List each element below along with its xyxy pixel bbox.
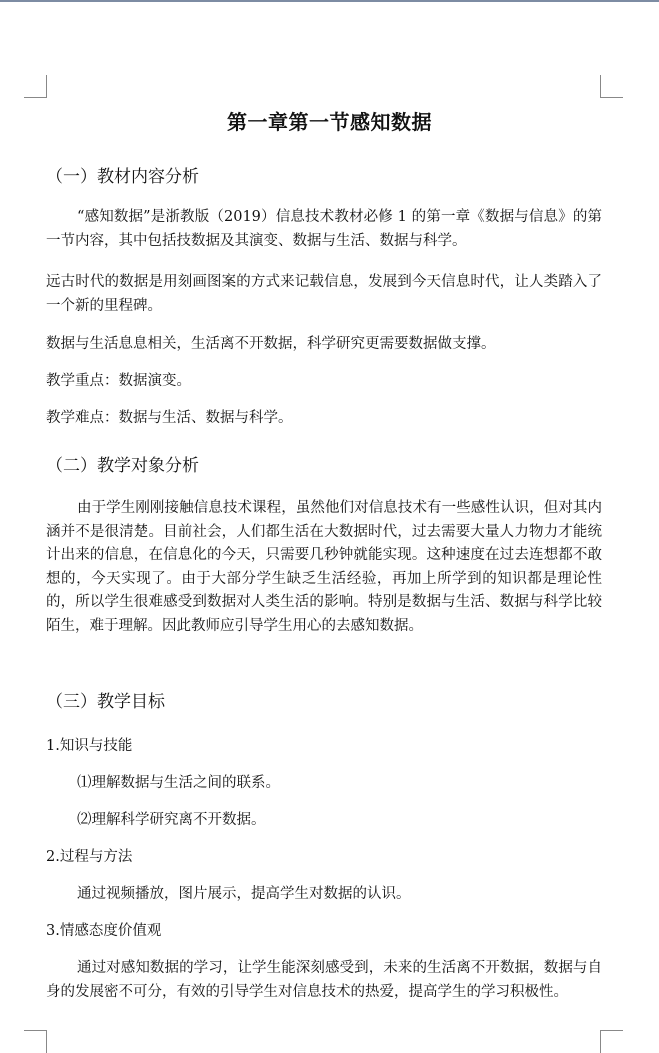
list-item: ⑵理解科学研究离不开数据。 — [77, 812, 266, 828]
list-item: 通过视频播放，图片展示，提高学生对数据的认识。 — [77, 886, 411, 902]
paragraph: 数据与生活息息相关，生活离不开数据，科学研究更需要数据做支撑。 — [46, 336, 496, 352]
list-item-heading: 2.过程与方法 — [46, 849, 133, 865]
window-top-border — [0, 0, 659, 2]
paragraph: “感知数据”是浙教版（2019）信息技术教材必修 1 的第一章《数据与信息》的第一节内容，其中包括技数据及其演变、数据与生活、数据与科学。 — [46, 209, 602, 249]
list-item-heading: 1.知识与技能 — [46, 738, 133, 754]
section-heading-objectives: （三）教学目标 — [46, 692, 165, 712]
list-item-heading: 3.情感态度价值观 — [46, 923, 162, 939]
section-heading-student-analysis: （二）教学对象分析 — [46, 456, 199, 476]
margin-corner-mark — [600, 75, 623, 98]
paragraph: 通过对感知数据的学习，让学生能深刻感受到，未来的生活离不开数据，数据与自身的发展密不可分，有效的引导学生对信息技术的热爱，提高学生的学习积极性。 — [46, 960, 602, 1000]
document-title: 第一章第一节感知数据 — [227, 110, 432, 134]
margin-corner-mark — [600, 1030, 623, 1053]
margin-corner-mark — [24, 1030, 47, 1053]
margin-corner-mark — [24, 75, 47, 98]
list-item: ⑴理解数据与生活之间的联系。 — [77, 775, 280, 791]
paragraph: 远古时代的数据是用刻画图案的方式来记载信息，发展到今天信息时代，让人类踏入了一个新的里程碑。 — [46, 274, 602, 314]
paragraph: 教学重点：数据演变。 — [46, 373, 191, 389]
section-heading-content-analysis: （一）教材内容分析 — [46, 167, 199, 187]
paragraph: 由于学生刚刚接触信息技术课程，虽然他们对信息技术有一些感性认识，但对其内涵并不是很清楚。目前社会，人们都生活在大数据时代，过去需要大量人力物力才能统计出来的信息，在信息化的今天，只需要几秒钟就能实现。这种速度在过去连想都不敢想的，今天实现了。由于大部分学生缺乏生活经验，再加上所学到的知识都是理论性的，所以学生很难感受到数据对人类生活的影响。特别是数据与生活、数据与科学比较陌生，难于理解。因此教师应引导学生用心的去感知数据。 — [46, 500, 602, 634]
paragraph: 教学难点：数据与生活、数据与科学。 — [46, 410, 293, 426]
